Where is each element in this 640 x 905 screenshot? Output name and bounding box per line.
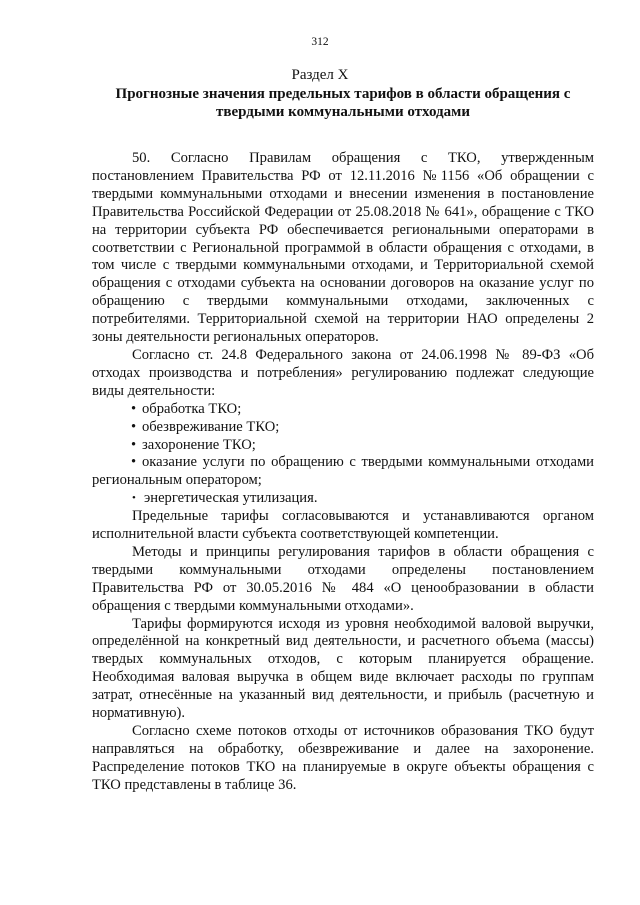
list-item-text: обработка ТКО; [142, 400, 242, 417]
bullet-icon: • [131, 436, 137, 453]
list-item [92, 437, 594, 455]
list-item [92, 419, 594, 437]
list-item [92, 401, 594, 419]
bullet-icon: • [131, 418, 137, 435]
paragraph-regulation-methods: Методы и принципы регулирования тарифов в области обращения с твердыми коммунальными отходами определены постановлением Правительства РФ от 30.05.2016 № 484 «О ценообразовании в области обращения с твердыми коммунальными отходами». [92, 543, 594, 614]
section-label: Раздел X [291, 67, 349, 83]
paragraph-tariff-formation: Тарифы формируются исходя из уровня необходимой валовой выручки, определённой на конкретный вид деятельности, и расчетного объема (массы) твердых коммунальных отходов, с которым планируется обращение. Необходимая валовая выручка в общем виде включает расходы по группам затрат, отнесённые на указанный вид деятельности, и прибыль (расчетную и нормативную). [92, 615, 594, 722]
paragraph-tariff-approval: Предельные тарифы согласовываются и устанавливаются органом исполнительной власти субъекта соответствующей компетенции. [92, 508, 594, 543]
list-item [92, 490, 594, 508]
paragraph-waste-flows: Согласно схеме потоков отходы от источников образования ТКО будут направляться на обработку, обезвреживание и далее на захоронение. Распределение потоков ТКО на планируемые в округе объекты обращения с ТКО представлены в таблице 36. [92, 723, 594, 793]
bullet-icon: • [131, 400, 137, 417]
paragraph-50: 50. Согласно Правилам обращения с ТКО, утвержденным постановлением Правительства РФ от 12.11.2016 №1156 «Об обращении с твердыми коммунальными отходами и внесении изменения в постановление Правительства Российской Федерации от 25.08.2018 № 641», обращение с ТКО на территории субъекта РФ обеспечивается региональными операторами в соответствии с Региональной программой в области обращения с отходами, в том числе с твердыми коммунальными отходами, и Территориальной схемой обращения с отходами субъекта на основании договоров на оказание услуг по обращению с твердыми коммунальными отходами, заключенных с потребителями. Территориальной схемой на территории НАО определены 2 зоны деятельности региональных операторов. [92, 150, 594, 346]
activities-list [92, 401, 594, 508]
document-body [92, 150, 594, 795]
page-number: 312 [311, 36, 329, 48]
list-item-text: энергетическая утилизация. [144, 490, 318, 507]
list-item-text: обезвреживание ТКО; [142, 418, 280, 435]
bullet-icon: • [132, 492, 136, 505]
section-title: Прогнозные значения предельных тарифов в области обращения с твердыми коммунальными отходами [115, 86, 571, 120]
list-item-text: оказание услуги по обращению с твердыми коммунальными отходами региональным оператором; [92, 454, 594, 489]
bullet-icon: • [131, 454, 137, 471]
paragraph-regulated-activities: Согласно ст. 24.8 Федерального закона от 24.06.1998 № 89-ФЗ «Об отходах производства и потребления» регулированию подлежат следующие виды деятельности: [92, 346, 594, 399]
list-item-text: захоронение ТКО; [142, 436, 256, 453]
list-item [92, 454, 594, 490]
